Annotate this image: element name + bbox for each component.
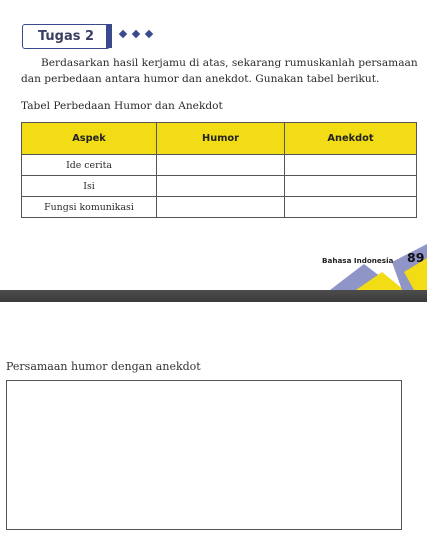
answer-box[interactable] <box>6 380 402 530</box>
row-aspect-cell: Fungsi komunikasi <box>22 197 157 218</box>
page-gap <box>0 290 427 302</box>
table-caption: Tabel Perbedaan Humor dan Anekdot <box>21 100 223 112</box>
instruction-line: dan perbedaan antara humor dan anekdot. Gunakan tabel berikut. <box>21 73 380 85</box>
instruction-line: Berdasarkan hasil kerjamu di atas, sekarang rumuskanlah persamaan <box>41 57 418 69</box>
answer-section-label: Persamaan humor dengan anekdot <box>6 360 201 373</box>
column-header-anekdot: Anekdot <box>285 123 417 155</box>
answer-page <box>0 302 427 545</box>
column-header-aspek: Aspek <box>22 123 157 155</box>
row-aspect-cell: Ide cerita <box>22 155 157 176</box>
book-title: Bahasa Indonesia <box>322 256 394 265</box>
task-label: Tugas 2 <box>22 24 110 49</box>
column-header-humor: Humor <box>157 123 285 155</box>
page-number: 89 <box>407 250 425 265</box>
row-aspect-cell: Isi <box>22 176 157 197</box>
